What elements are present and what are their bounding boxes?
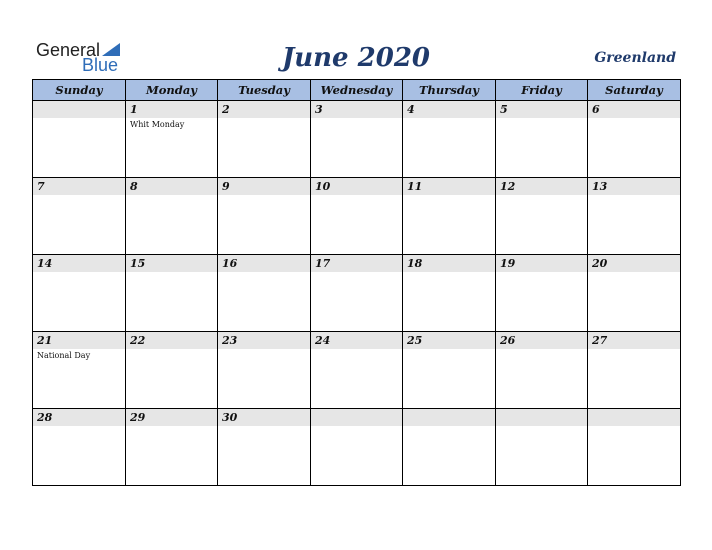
day-number-bar — [218, 101, 310, 118]
logo-text-general: General — [36, 40, 101, 60]
day-number: 30 — [222, 411, 238, 424]
day-number: 19 — [500, 257, 516, 270]
calendar-title: June 2020 — [281, 43, 431, 73]
day-cell — [495, 331, 588, 409]
day-number: 22 — [130, 334, 146, 347]
day-cell — [587, 100, 681, 178]
day-cell — [125, 408, 218, 486]
day-number-bar — [218, 178, 310, 195]
day-cell — [310, 177, 403, 255]
day-number: 3 — [315, 103, 323, 116]
day-number: 2 — [222, 103, 230, 116]
day-cell — [125, 100, 218, 178]
day-number: 20 — [592, 257, 608, 270]
weekday-header-row — [32, 79, 680, 101]
day-number-bar — [403, 409, 495, 426]
day-cell — [310, 331, 403, 409]
day-number: 28 — [37, 411, 53, 424]
day-cell — [125, 177, 218, 255]
day-number: 9 — [222, 180, 230, 193]
day-cell — [587, 254, 681, 332]
day-cell — [495, 254, 588, 332]
day-number: 5 — [500, 103, 508, 116]
day-cell — [310, 100, 403, 178]
weekday-sunday: Sunday — [32, 79, 126, 101]
holiday-label: National Day — [37, 351, 91, 360]
day-cell — [587, 177, 681, 255]
day-cell — [402, 177, 496, 255]
day-number: 14 — [37, 257, 53, 270]
calendar-grid — [32, 79, 680, 486]
day-number: 25 — [407, 334, 423, 347]
day-cell — [32, 408, 126, 486]
logo-text-blue: Blue — [82, 55, 119, 75]
day-number-bar — [496, 409, 587, 426]
day-number-bar — [403, 101, 495, 118]
weekday-monday: Monday — [125, 79, 218, 101]
day-number: 11 — [407, 180, 423, 193]
day-cell — [217, 100, 311, 178]
day-number: 26 — [500, 334, 516, 347]
day-cell — [310, 254, 403, 332]
weekday-saturday: Saturday — [587, 79, 681, 101]
day-number: 21 — [37, 334, 53, 347]
holiday-label: Whit Monday — [130, 120, 185, 129]
day-cell — [495, 408, 588, 486]
day-cell — [32, 254, 126, 332]
day-number-bar — [311, 409, 402, 426]
day-number: 1 — [130, 103, 138, 116]
day-number: 24 — [315, 334, 331, 347]
day-cell — [217, 254, 311, 332]
day-number: 13 — [592, 180, 608, 193]
day-cell — [402, 331, 496, 409]
day-number: 10 — [315, 180, 331, 193]
day-cell — [125, 331, 218, 409]
day-number-bar — [33, 101, 125, 118]
weekday-wednesday: Wednesday — [310, 79, 403, 101]
day-number: 15 — [130, 257, 146, 270]
day-number: 18 — [407, 257, 423, 270]
weekday-friday: Friday — [495, 79, 588, 101]
day-cell — [310, 408, 403, 486]
day-cell — [32, 100, 126, 178]
day-cell — [217, 331, 311, 409]
day-cell — [125, 254, 218, 332]
day-cell — [495, 177, 588, 255]
day-cell — [495, 100, 588, 178]
day-number: 27 — [592, 334, 608, 347]
day-number: 29 — [130, 411, 146, 424]
day-number: 7 — [37, 180, 45, 193]
day-number-bar — [311, 101, 402, 118]
day-number-bar — [588, 101, 680, 118]
day-cell — [587, 331, 681, 409]
day-cell — [217, 177, 311, 255]
day-number: 4 — [407, 103, 415, 116]
day-number-bar — [496, 101, 587, 118]
day-number-bar — [33, 178, 125, 195]
day-number: 12 — [500, 180, 516, 193]
day-number-bar — [126, 178, 217, 195]
day-number: 8 — [130, 180, 138, 193]
day-number: 23 — [222, 334, 238, 347]
weekday-thursday: Thursday — [402, 79, 496, 101]
day-cell — [587, 408, 681, 486]
day-cell — [32, 331, 126, 409]
day-number: 16 — [222, 257, 238, 270]
country-name: Greenland — [594, 50, 676, 66]
day-number: 17 — [315, 257, 331, 270]
day-cell — [402, 254, 496, 332]
day-cell — [32, 177, 126, 255]
day-number: 6 — [592, 103, 600, 116]
day-number-bar — [126, 101, 217, 118]
weekday-tuesday: Tuesday — [217, 79, 311, 101]
day-number-bar — [588, 409, 680, 426]
day-cell — [402, 408, 496, 486]
day-cell — [402, 100, 496, 178]
day-cell — [217, 408, 311, 486]
